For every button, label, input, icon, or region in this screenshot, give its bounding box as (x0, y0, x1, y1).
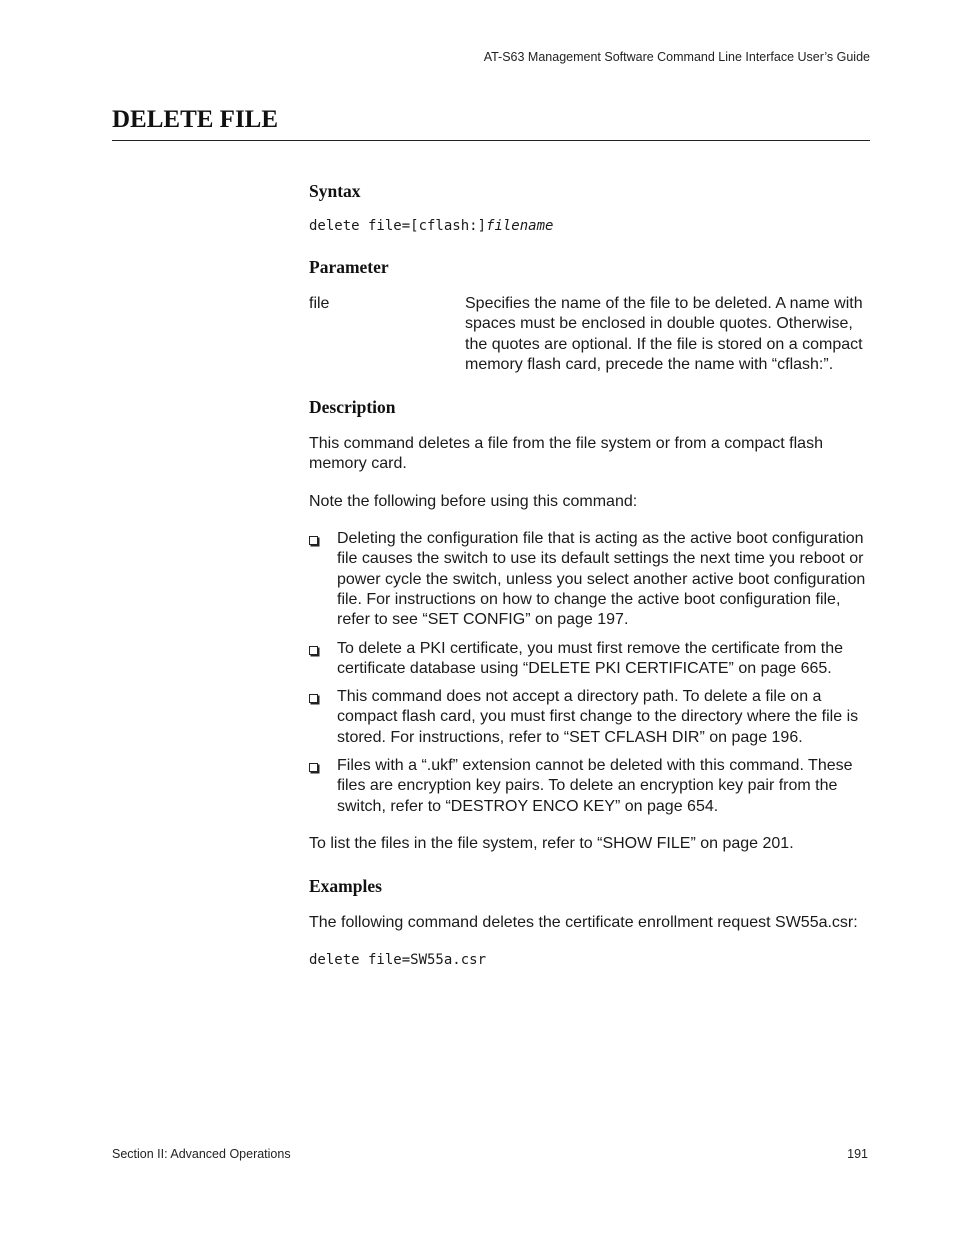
syntax-heading: Syntax (309, 181, 361, 201)
title-divider (112, 140, 870, 141)
checkbox-bullet-icon (309, 536, 318, 545)
description-intro: This command deletes a file from the file system or from a compact flash memory card. (309, 435, 823, 473)
parameter-description: Specifies the name of the file to be deleted. A name with spaces must be enclosed in double quotes. Otherwise, the quotes are optional. If the file is stored on a compact memory flash card, precede the name with “cflash:”. (465, 295, 863, 373)
description-heading: Description (309, 397, 396, 418)
list-item-text: Files with a “.ukf” extension cannot be deleted with this command. These files are encryption key pairs. To delete an encryption key pair from the switch, refer to “DESTROY ENCO KEY” on page 654. (337, 757, 853, 815)
main-content (309, 180, 871, 970)
syntax-command (309, 216, 871, 236)
footer-page-number: 191 (847, 1147, 868, 1161)
list-item (309, 687, 871, 748)
parameter-heading: Parameter (309, 257, 389, 277)
checkbox-bullet-icon (309, 763, 318, 772)
list-item-text: This command does not accept a directory path. To delete a file on a compact flash card, you must first change to the directory where the file is stored. For instructions, refer to “SET CFLASH DIR” on page 196. (337, 688, 859, 746)
checkbox-bullet-icon (309, 694, 318, 703)
examples-command: delete file=SW55a.csr (309, 951, 487, 968)
running-header: AT-S63 Management Software Command Line Interface User’s Guide (483, 50, 870, 64)
examples-text: The following command deletes the certificate enrollment request SW55a.csr: (309, 914, 858, 932)
checkbox-bullet-icon (309, 646, 318, 655)
parameter-row (309, 294, 871, 375)
syntax-command-prefix: delete file=[cflash:] (309, 218, 487, 234)
description-closing: To list the files in the file system, refer to “SHOW FILE” on page 201. (309, 834, 794, 852)
footer-section: Section II: Advanced Operations (112, 1147, 291, 1161)
page-title: DELETE FILE (112, 106, 279, 133)
list-item (309, 529, 871, 630)
description-bullet-list (309, 529, 871, 817)
list-item-text: Deleting the configuration file that is acting as the active boot configuration file causes the switch to use its default settings the next time you reboot or power cycle the switch, unless you select another active boot configuration file. For instructions on how to change the active boot configuration file, refer to see “SET CONFIG” on page 197. (337, 530, 866, 629)
description-note-lead: Note the following before using this command: (309, 492, 638, 510)
syntax-command-param: filename (486, 218, 554, 234)
list-item (309, 756, 871, 817)
examples-heading: Examples (309, 876, 382, 897)
list-item-text: To delete a PKI certificate, you must first remove the certificate from the certificate database using “DELETE PKI CERTIFICATE” on page 665. (337, 639, 843, 677)
parameter-name: file (309, 295, 330, 312)
list-item (309, 639, 871, 680)
